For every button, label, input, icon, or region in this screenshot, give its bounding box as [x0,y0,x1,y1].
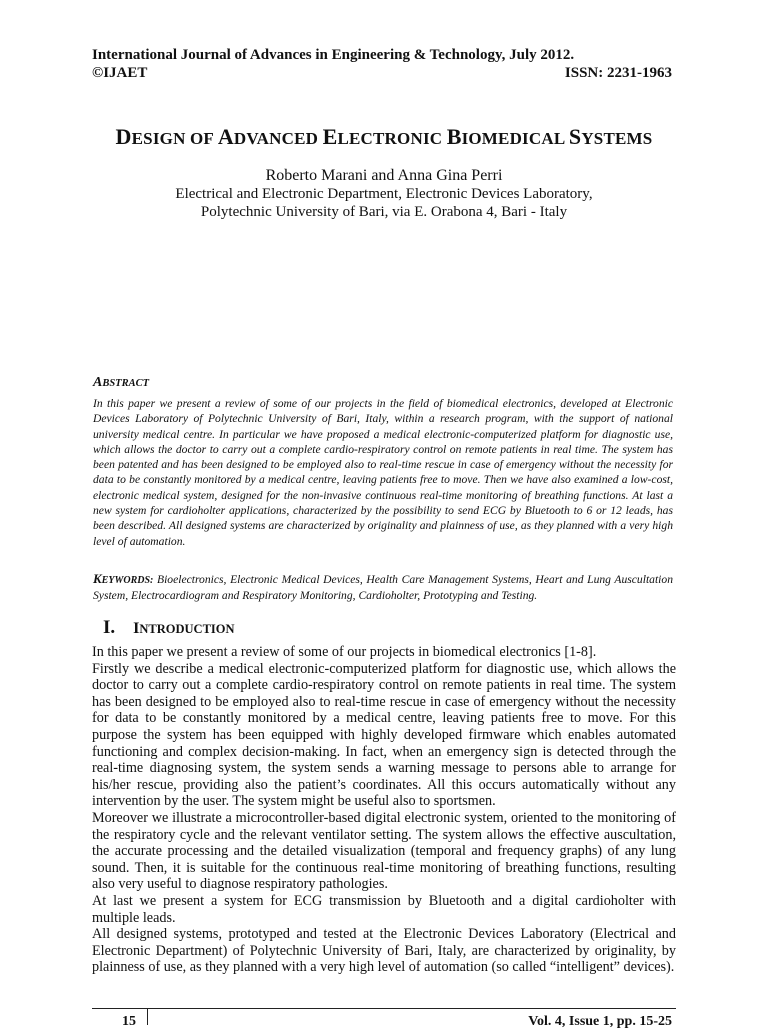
paragraph: Firstly we describe a medical electronic-computerized platform for diagnostic use, which allows the doctor to carry out a complete cardio-respiratory control on remote patients in real time. The system has been designed to be employed also to real-time rescue in case of emergency without the necessity for data to be constantly monitored by a medical centre, leaving patients free to move. For this purpose the system has been equipped with highly developed firmware which enables automated functioning and complex decision-making. In fact, when an emergency sign is detected through the real-time diagnosing system, the system sends a warning message to persons able to arrange for his/her rescue, providing also the patient’s coordinates. All this occurs automatically without any intervention by the user. The system might be useful also to sportsmen. [92,660,676,810]
title-cap: A [217,124,234,149]
paragraph: At last we present a system for ECG transmission by Bluetooth and a digital cardioholter with multiple leads. [92,892,676,926]
title-cap: S [568,124,582,149]
authors: Roberto Marani and Anna Gina Perri [265,167,503,184]
keywords-text: Bioelectronics, Electronic Medical Devices, Health Care Management Systems, Heart and Lung Auscultation System, Electrocardiogram and Respiratory Monitoring, Cardioholter, Prototyping and Testing. [93,573,673,603]
issn: ISSN: 2231-1963 [564,65,672,81]
journal-header [92,47,672,64]
keywords [93,571,673,604]
title-word [116,124,218,149]
paper-title [0,124,768,150]
affiliation-line-1: Electrical and Electronic Department, Electronic Devices Laboratory, [175,186,593,202]
paragraph: In this paper we present a review of some of our projects in biomedical electronics [1-8]. [92,644,597,660]
journal-subheader [92,65,672,82]
title-smallcaps: DVANCED [233,129,323,148]
title-cap: E [322,124,338,149]
section-heading-introduction [103,617,235,639]
title-smallcaps: IOMEDICAL [461,129,569,148]
title-cap: B [446,124,462,149]
title-word [569,124,653,149]
keywords-label: KEYWORDS: [93,571,154,586]
page-footer [92,1008,676,1029]
title-cap: D [115,124,132,149]
title-word [447,124,569,149]
section-number: I. [103,617,116,638]
introduction-body [92,644,676,976]
title-smallcaps: LECTRONIC [337,129,447,148]
volume-info: Vol. 4, Issue 1, pp. 15-25 [528,1014,672,1029]
publisher-mark: ©IJAET [92,65,148,81]
title-smallcaps: YSTEMS [581,129,653,148]
title-word [323,124,447,149]
title-smallcaps: ESIGN OF [131,129,218,148]
abstract-heading: ABSTRACT [93,375,150,390]
footer-divider [147,1009,148,1025]
paragraph: Moreover we illustrate a microcontroller-based digital electronic system, oriented to the monitoring of the respiratory cycle and the relevant ventilator setting. The system allows the effective auscultation, the accurate processing and the detailed visualization (temporal and frequency graphs) of any lung sound. Then, it is suitable for the continuous real-time monitoring of breathing functions, resulting also very useful to diagnose respiratory pathologies. [92,809,676,893]
journal-name: International Journal of Advances in Engineering & Technology, July 2012. [92,47,575,63]
title-word [218,124,323,149]
affiliation-line-2: Polytechnic University of Bari, via E. Orabona 4, Bari - Italy [200,204,568,220]
page-number: 15 [122,1014,136,1029]
abstract-text: In this paper we present a review of some of our projects in the field of biomedical electronics, developed at Electronic Devices Laboratory of Polytechnic University of Bari, Italy, within a research program, with the support of national university medical centre. In particular we have proposed a medical electronic-computerized platform for diagnostic use, which allows the doctor to carry out a complete cardio-respiratory control on remote patients in real time. The system has been patented and has been designed to be employed also to real-time rescue in case of emergency without the necessity for data to be constantly monitored by a medical centre, leaving patients free to move. Then we have also examined a low-cost, electronic medical system, designed for the non-invasive continuous real-time monitoring of breathing functions. At last a new system for cardioholter applications, characterized by the possibility to send ECG by Bluetooth to 6 or 12 leads, has been described. All designed systems are characterized by originality and plainness of use, as they planned with a very high level of automation. [93,397,673,548]
section-title: INTRODUCTION [133,620,235,637]
paragraph: All designed systems, prototyped and tested at the Electronic Devices Laboratory (Electrical and Electronic Department) of Polytechnic University of Bari, Italy, are characterized by originality, by plainness of use, as they planned with a very high level of automation (so called “intelligent” devices). [92,926,676,976]
